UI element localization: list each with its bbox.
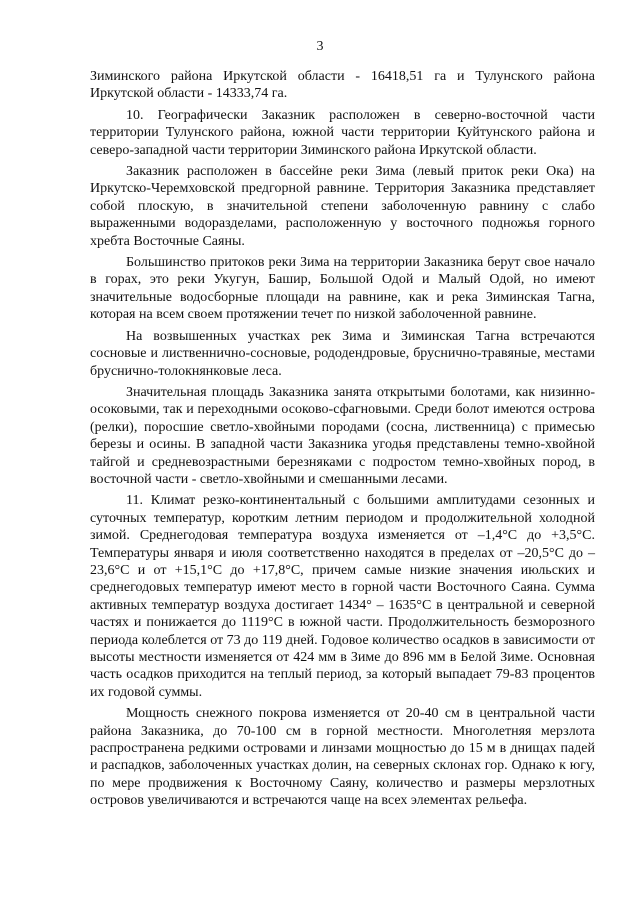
body-text xyxy=(90,68,595,814)
paragraph-climate: 11. Климат резко-континентальный с большими амплитудами сезонных и суточных температур, коротким летним периодом и продолжительной холодной зимой. Среднегодовая температура воздуха изменяется от –1,4°С до +3,5°С. Температуры января и июля соответственно находятся в пределах от –20,5°С до –23,6°С и от +15,1°С до +17,8°С, причем самые низкие значения июльских и среднегодовых температур имеют место в горной части Восточного Саяна. Сумма активных температур воздуха достигает 1434° – 1635°С в центральной и северной частях и понижается до 1119°С в южной части. Продолжительность безморозного периода колеблется от 73 до 119 дней. Годовое количество осадков в зависимости от высоты местности изменяется от 424 мм в Зиме до 896 мм в Белой Зиме. Основная часть осадков приходится на теплый период, за который выпадает 79-83 процентов их годовой суммы. xyxy=(90,493,595,700)
paragraph-tributaries: Большинство притоков реки Зима на территории Заказника берут свое начало в горах, это реки Укугун, Башир, Большой Одой и Малый Одой, но имеют значительные водосборные площади на равнине, как и река Зиминская Тагна, которая на всем своем протяжении течет по низкой заболоченной равнине. xyxy=(90,255,595,323)
page-number: 3 xyxy=(316,39,324,54)
paragraph-forests: На возвышенных участках рек Зима и Зиминская Тагна встречаются сосновые и лиственнично-сосновые, рододендровые, бруснично-травяные, местами бруснично-толокнянковые леса. xyxy=(90,328,595,379)
paragraph-geography: 10. Географически Заказник расположен в северно-восточной части территории Тулунского района, южной части территории Куйтунского района и северо-западной части территории Зиминского района Иркутской области. xyxy=(90,107,595,158)
paragraph-basin: Заказник расположен в бассейне реки Зима (левый приток реки Ока) на Иркутско-Черемховской предгорной равнине. Территория Заказника представляет собой плоскую, в значительной степени заболоченную равнину с слабо выраженными водоразделами, расположенную у восточного подножья горного хребта Восточные Саяны. xyxy=(90,164,595,249)
paragraph-snow-permafrost: Мощность снежного покрова изменяется от 20-40 см в центральной части района Заказника, до 70-100 см в горной местности. Многолетняя мерзлота распространена редкими островами и линзами мощностью до 15 м в днищах падей и распадков, заболоченных участках долин, на северных склонах гор. Однако к югу, по мере продвижения к Восточному Саяну, количество и размеры мерзлотных островов увеличиваются и встречаются чаще на всех элементах рельефа. xyxy=(90,706,595,809)
paragraph-swamps: Значительная площадь Заказника занята открытыми болотами, как низинно-осоковыми, так и переходными осоково-сфагновыми. Среди болот имеются острова (релки), поросшие светло-хвойными породами (сосна, лиственница) с примесью березы и осины. В западной части Заказника угодья представлены темно-хвойной тайгой и средневозрастными березняками с подростом темно-хвойных пород, в восточной части - светло-хвойными и смешанными лесами. xyxy=(90,384,595,487)
paragraph-area-continuation: Зиминского района Иркутской области - 16418,51 га и Тулунского района Иркутской области - 14333,74 га. xyxy=(90,69,595,102)
